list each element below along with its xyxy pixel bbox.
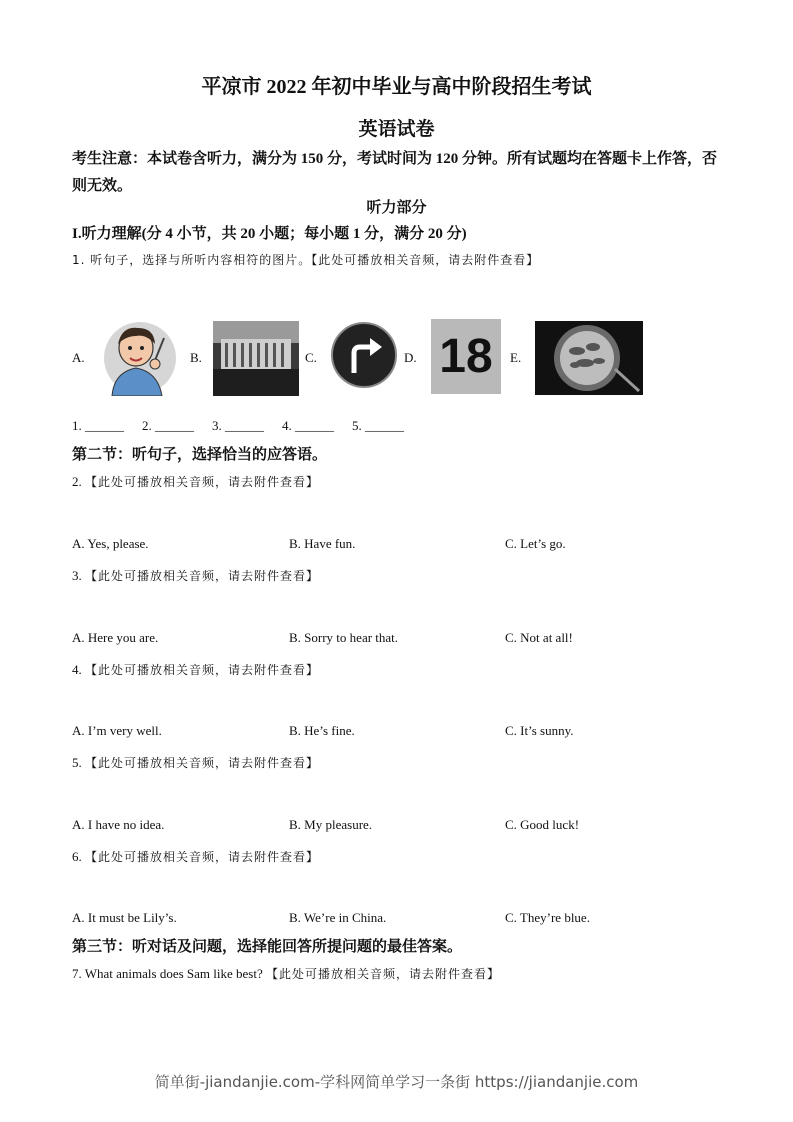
- picture-label-a: A.: [72, 350, 85, 365]
- q3-option-a: A. Here you are.: [72, 630, 159, 645]
- boy-eating-icon: [100, 318, 180, 396]
- q2-option-a: A. Yes, please.: [72, 536, 149, 551]
- question-3: 3. 【此处可播放相关音频，请去附件查看】: [72, 568, 320, 583]
- q4-option-b: B. He’s fine.: [289, 723, 355, 738]
- q4-option-c: C. It’s sunny.: [505, 723, 574, 738]
- blank-1: 1. ______: [72, 418, 124, 433]
- question-4: 4. 【此处可播放相关音频，请去附件查看】: [72, 662, 320, 677]
- q5-option-b: B. My pleasure.: [289, 817, 373, 832]
- exam-notice: 考生注意：本试卷含听力，满分为 150 分，考试时间为 120 分钟。所有试题均在答题卡上作答，否则无效。: [72, 151, 718, 194]
- q5-option-a: A. I have no idea.: [72, 817, 165, 832]
- building-icon: [213, 321, 299, 396]
- question-2: 2. 【此处可播放相关音频，请去附件查看】: [72, 474, 320, 489]
- part-title: 听力部分: [366, 200, 427, 216]
- section1-heading: I.听力理解(分 4 小节，共 20 小题；每小题 1 分，满分 20 分): [72, 226, 467, 242]
- question-7: 7. What animals does Sam like best? 【此处可播放相关音频，请去附件查看】: [72, 966, 501, 981]
- picture-label-c: C.: [305, 350, 317, 365]
- picture-label-e: E.: [510, 350, 522, 365]
- question-6: 6. 【此处可播放相关音频，请去附件查看】: [72, 849, 320, 864]
- food-plate-icon: [535, 321, 643, 395]
- number-18-icon: [431, 319, 501, 394]
- q6-option-a: A. It must be Lily’s.: [72, 910, 177, 925]
- q6-option-c: C. They’re blue.: [505, 910, 590, 925]
- turn-right-sign-icon: [330, 321, 398, 389]
- q2-option-c: C. Let’s go.: [505, 536, 566, 551]
- q2-option-b: B. Have fun.: [289, 536, 356, 551]
- footer-watermark: 简单街-jiandanjie.com-学科网简单学习一条街 https://jiandanjie.com: [154, 1073, 639, 1091]
- q3-option-b: B. Sorry to hear that.: [289, 630, 399, 645]
- picture-label-d: D.: [404, 350, 417, 365]
- number-18-text: 18: [439, 330, 493, 383]
- question-1: 1. 听句子，选择与所听内容相符的图片。【此处可播放相关音频，请去附件查看】: [72, 253, 540, 267]
- blank-4: 4. ______: [282, 418, 334, 433]
- q6-option-b: B. We’re in China.: [289, 910, 387, 925]
- question-5: 5. 【此处可播放相关音频，请去附件查看】: [72, 755, 320, 770]
- section2-heading: 第二节：听句子，选择恰当的应答语。: [72, 447, 328, 463]
- blank-5: 5. ______: [352, 418, 404, 433]
- section3-heading: 第三节：听对话及问题，选择能回答所提问题的最佳答案。: [72, 939, 463, 955]
- blank-3: 3. ______: [212, 418, 264, 433]
- blank-2: 2. ______: [142, 418, 194, 433]
- exam-subtitle: 英语试卷: [358, 119, 435, 140]
- picture-label-b: B.: [190, 350, 202, 365]
- q3-option-c: C. Not at all!: [505, 630, 573, 645]
- q4-option-a: A. I’m very well.: [72, 723, 162, 738]
- exam-title: 平凉市 2022 年初中毕业与高中阶段招生考试: [201, 76, 592, 98]
- q5-option-c: C. Good luck!: [505, 817, 580, 832]
